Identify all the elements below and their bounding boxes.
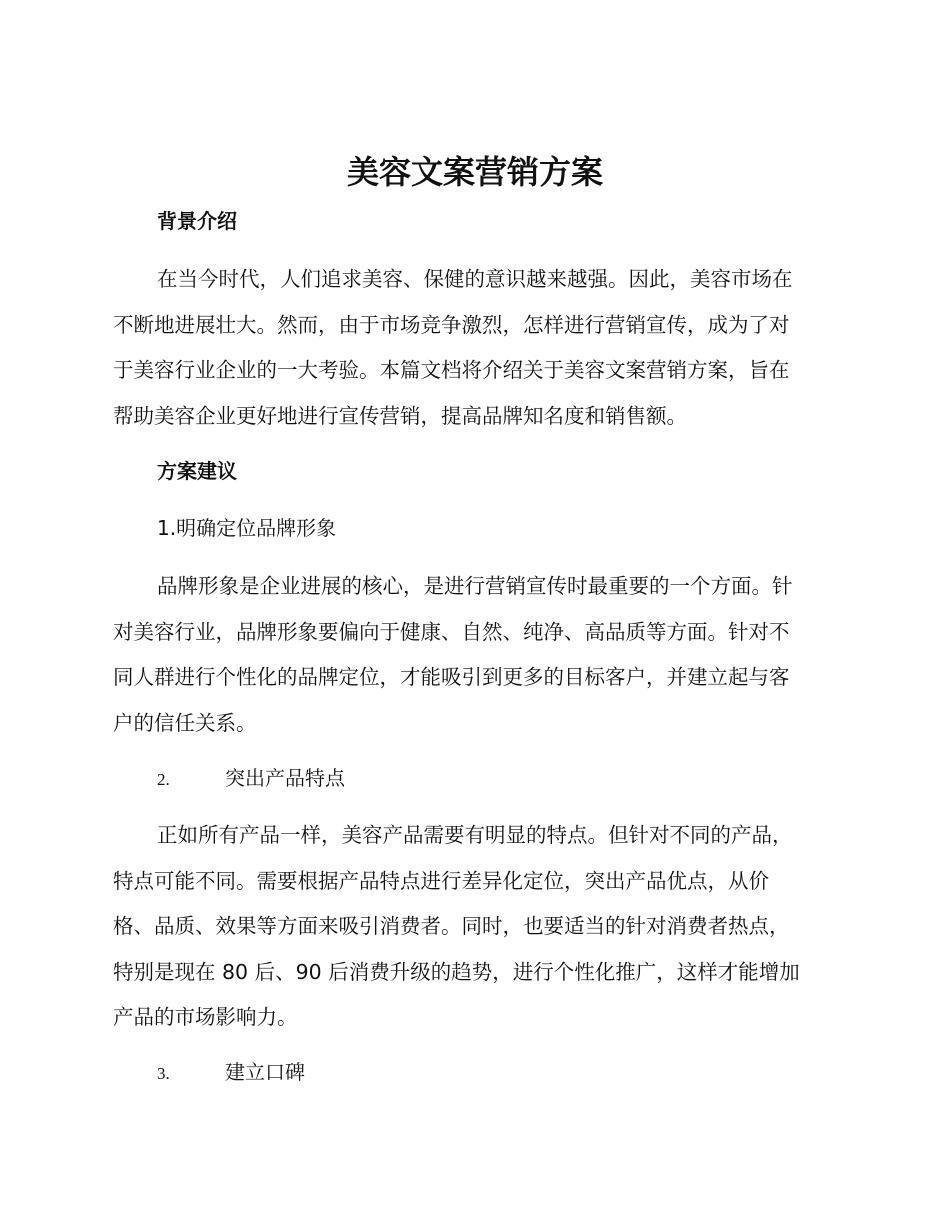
paragraph-line: 特别是现在 80 后、90 后消费升级的趋势，进行个性化推广，这样才能增加	[113, 959, 800, 984]
paragraph-line: 特点可能不同。需要根据产品特点进行差异化定位，突出产品优点，从价	[113, 868, 769, 893]
paragraph-line: 品牌形象是企业进展的核心，是进行营销宣传时最重要的一个方面。针	[157, 574, 793, 598]
document-title: 美容文案营销方案	[346, 153, 603, 191]
paragraph-product-features	[113, 813, 833, 1041]
paragraph-line: 帮助美容企业更好地进行宣传营销，提高品牌知名度和销售额。	[113, 403, 687, 428]
paragraph-line: 产品的市场影响力。	[113, 1005, 298, 1029]
list-number: 2.	[157, 770, 170, 789]
subheading-brand-image: 1.明确定位品牌形象	[157, 516, 337, 540]
subheading-label: 建立口碑	[225, 1060, 305, 1084]
paragraph-line: 户的信任关系。	[113, 710, 257, 735]
paragraph-line: 对美容行业，品牌形象要偏向于健康、自然、纯净、高品质等方面。针对不	[113, 619, 790, 644]
section-heading-proposal: 方案建议	[157, 459, 237, 483]
list-number: 3.	[157, 1064, 170, 1083]
paragraph-line: 于美容行业企业的一大考验。本篇文档将介绍关于美容文案营销方案，旨在	[113, 358, 790, 382]
paragraph-line: 同人群进行个性化的品牌定位，才能吸引到更多的目标客户，并建立起与客	[113, 665, 790, 689]
paragraph-brand-image	[113, 564, 833, 746]
subheading-label: 突出产品特点	[225, 766, 345, 790]
paragraph-line: 在当今时代，人们追求美容、保健的意识越来越强。因此，美容市场在	[157, 267, 793, 291]
paragraph-background	[113, 257, 833, 439]
paragraph-line: 不断地进展壮大。然而，由于市场竞争激烈，怎样进行营销宣传，成为了对	[113, 312, 790, 337]
paragraph-line: 正如所有产品一样，美容产品需要有明显的特点。但针对不同的产品，	[157, 823, 793, 847]
subheading-product-features	[157, 764, 345, 794]
subheading-reputation	[157, 1058, 305, 1088]
paragraph-line: 格、品质、效果等方面来吸引消费者。同时，也要适当的针对消费者热点，	[113, 914, 790, 938]
section-heading-background: 背景介绍	[157, 209, 237, 233]
